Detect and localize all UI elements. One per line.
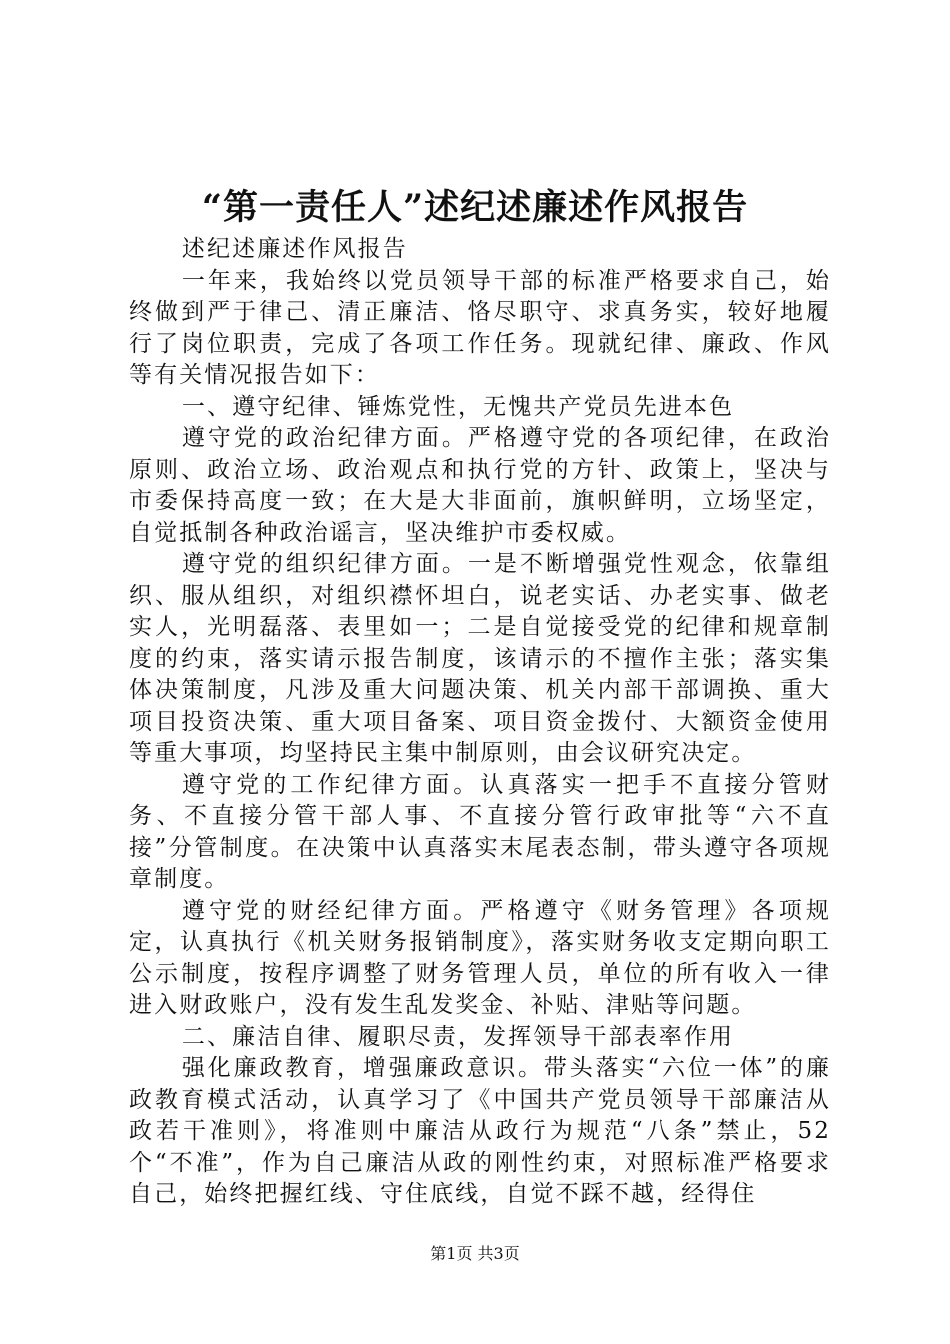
- paragraph-political-discipline: 遵守党的政治纪律方面。严格遵守党的各项纪律，在政治原则、政治立场、政治观点和执行党的方针、政策上，坚决与市委保持高度一致；在大是大非面前，旗帜鲜明，立场坚定，自觉抵制各种政治谣言，坚决维护市委权威。: [129, 425, 831, 546]
- paragraph-organizational-discipline: 遵守党的组织纪律方面。一是不断增强党性观念，依靠组织、服从组织，对组织襟怀坦白，说老实话、办老实事、做老实人，光明磊落、表里如一；二是自觉接受党的纪律和规章制度的约束，落实请示报告制度，该请示的不擅作主张；落实集体决策制度，凡涉及重大问题决策、机关内部干部调换、重大项目投资决策、重大项目备案、项目资金拨付、大额资金使用等重大事项，均坚持民主集中制原则，由会议研究决定。: [129, 551, 831, 766]
- document-title: “第一责任人”述纪述廉述作风报告: [201, 187, 749, 228]
- paragraph-intro: 一年来，我始终以党员领导干部的标准严格要求自己，始终做到严于律己、清正廉洁、恪尽职守、求真务实，较好地履行了岗位职责，完成了各项工作任务。现就纪律、廉政、作风等有关情况报告如下：: [129, 267, 831, 388]
- section-heading-1: 一、遵守纪律、锤炼党性，无愧共产党员先进本色: [181, 393, 735, 420]
- page-footer: 第1页 共3页: [430, 1244, 520, 1263]
- document-body: [129, 234, 831, 1211]
- section-heading-2: 二、廉洁自律、履职尽责，发挥领导干部表率作用: [181, 1023, 735, 1050]
- paragraph-subtitle: 述纪述廉述作风报告: [181, 236, 408, 262]
- paragraph-work-discipline: 遵守党的工作纪律方面。认真落实一把手不直接分管财务、不直接分管干部人事、不直接分管行政审批等“六不直接”分管制度。在决策中认真落实末尾表态制，带头遵守各项规章制度。: [129, 771, 831, 892]
- paragraph-integrity-education: 强化廉政教育，增强廉政意识。带头落实“六位一体”的廉政教育模式活动，认真学习了《中国共产党员领导干部廉洁从政若干准则》，将准则中廉洁从政行为规范“八条”禁止，52个“不准”，作为自己廉洁从政的刚性约束，对照标准严格要求自己，始终把握红线、守住底线，自觉不踩不越，经得住: [129, 1055, 831, 1207]
- paragraph-financial-discipline: 遵守党的财经纪律方面。严格遵守《财务管理》各项规定，认真执行《机关财务报销制度》，落实财务收支定期向职工公示制度，按程序调整了财务管理人员，单位的所有收入一律进入财政账户，没有发生乱发奖金、补贴、津贴等问题。: [129, 897, 831, 1018]
